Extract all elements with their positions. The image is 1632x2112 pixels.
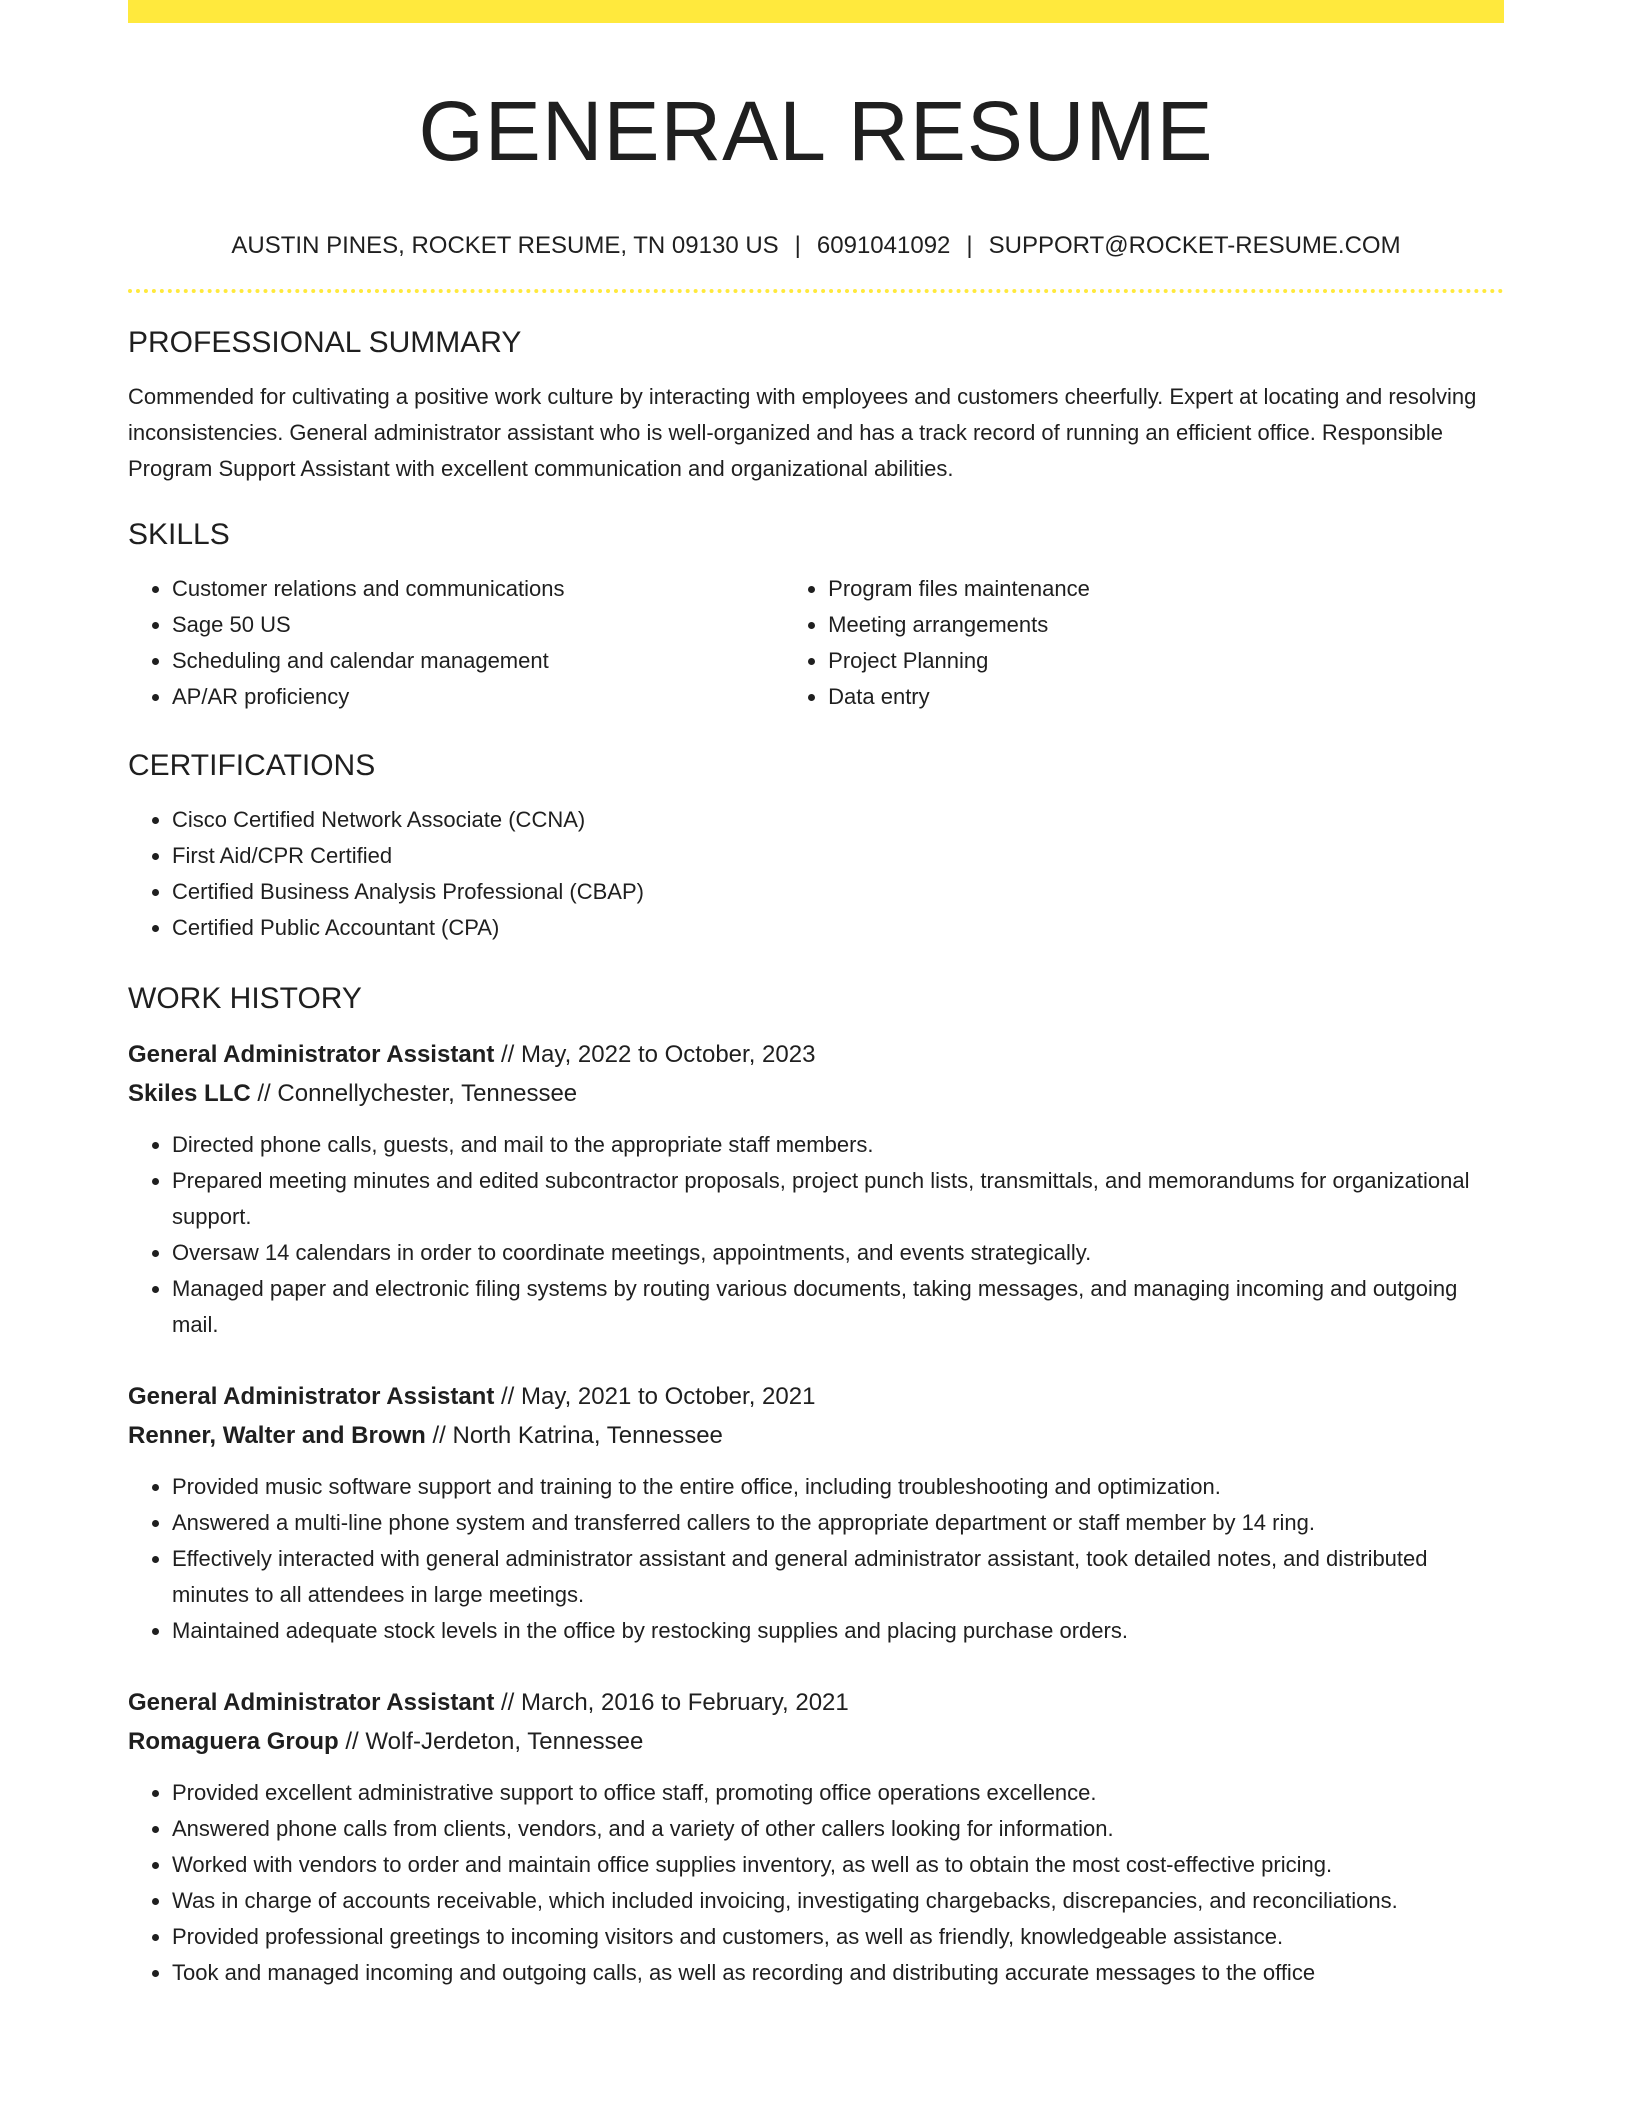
job-bullet: • Oversaw 14 calendars in order to coordinate meetings, appointments, and events strategically. <box>172 1235 1504 1271</box>
job-title-line <box>128 1035 1504 1074</box>
header-divider <box>128 289 1504 293</box>
contact-address: AUSTIN PINES, ROCKET RESUME, TN 09130 US <box>231 232 779 259</box>
top-accent-bar <box>128 0 1504 23</box>
skill-item: • Project Planning <box>828 643 1504 679</box>
job-dates: // March, 2016 to February, 2021 <box>501 1689 849 1716</box>
job-company: Romaguera Group <box>128 1728 339 1755</box>
job-role: General Administrator Assistant <box>128 1041 495 1068</box>
job-entry <box>128 1377 1504 1649</box>
jobs-list <box>128 1035 1504 1991</box>
job-company-line <box>128 1074 1504 1113</box>
certification-item: • Cisco Certified Network Associate (CCNA) <box>172 802 1504 838</box>
job-location: // Wolf-Jerdeton, Tennessee <box>345 1728 644 1755</box>
job-bullets <box>128 1469 1504 1649</box>
resume-page <box>128 0 1504 1991</box>
summary-text: Commended for cultivating a positive work culture by interacting with employees and customers cheerfully. Expert at locating and resolving inconsistencies. General administrator assistant who is well-organized and has a track record of running an efficient office. Responsible Program Support Assistant with excellent communication and organizational abilities. <box>128 384 1477 481</box>
job-entry <box>128 1035 1504 1343</box>
skill-item: • Scheduling and calendar management <box>172 643 784 679</box>
skills-list-left <box>128 571 784 715</box>
job-location: // North Katrina, Tennessee <box>432 1422 723 1449</box>
skill-item: • Data entry <box>828 679 1504 715</box>
job-bullet: • Answered a multi-line phone system and transferred callers to the appropriate department or staff member by 14 ring. <box>172 1505 1504 1541</box>
contact-separator: | <box>794 232 801 259</box>
section-heading-skills: SKILLS <box>128 518 230 551</box>
contact-separator: | <box>966 232 973 259</box>
job-bullet: • Directed phone calls, guests, and mail to the appropriate staff members. <box>172 1127 1504 1163</box>
job-company: Renner, Walter and Brown <box>128 1422 426 1449</box>
skill-item: • Sage 50 US <box>172 607 784 643</box>
job-bullet: • Managed paper and electronic filing systems by routing various documents, taking messages, and managing incoming and outgoing mail. <box>172 1271 1504 1343</box>
job-bullet: • Prepared meeting minutes and edited subcontractor proposals, project punch lists, transmittals, and memorandums for organizational support. <box>172 1163 1504 1235</box>
job-bullets <box>128 1127 1504 1343</box>
skills-section <box>128 517 1504 715</box>
section-heading-certifications: CERTIFICATIONS <box>128 749 376 782</box>
section-heading-summary: PROFESSIONAL SUMMARY <box>128 326 522 359</box>
work-history-section <box>128 981 1504 1991</box>
skills-list-right <box>784 571 1504 715</box>
skill-item: • Program files maintenance <box>828 571 1504 607</box>
professional-summary-section <box>128 325 1504 487</box>
job-bullet: • Answered phone calls from clients, vendors, and a variety of other callers looking for information. <box>172 1811 1504 1847</box>
job-company: Skiles LLC <box>128 1080 251 1107</box>
contact-line <box>128 231 1504 261</box>
job-dates: // May, 2022 to October, 2023 <box>501 1041 816 1068</box>
certifications-list <box>128 802 1504 946</box>
job-location: // Connellychester, Tennessee <box>257 1080 578 1107</box>
job-bullet: • Worked with vendors to order and maintain office supplies inventory, as well as to obtain the most cost-effective pricing. <box>172 1847 1504 1883</box>
skills-grid <box>128 571 1504 715</box>
job-bullet: • Was in charge of accounts receivable, which included invoicing, investigating chargebacks, discrepancies, and reconciliations. <box>172 1883 1504 1919</box>
job-dates: // May, 2021 to October, 2021 <box>501 1383 816 1410</box>
section-heading-work-history: WORK HISTORY <box>128 982 362 1015</box>
job-bullet: • Provided professional greetings to incoming visitors and customers, as well as friendly, knowledgeable assistance. <box>172 1919 1504 1955</box>
certification-item: • Certified Business Analysis Professional (CBAP) <box>172 874 1504 910</box>
contact-email: SUPPORT@ROCKET-RESUME.COM <box>988 232 1401 259</box>
job-bullet: • Took and managed incoming and outgoing calls, as well as recording and distributing accurate messages to the office <box>172 1955 1504 1991</box>
resume-title: GENERAL RESUME <box>418 84 1214 178</box>
job-bullet: • Provided music software support and training to the entire office, including troubleshooting and optimization. <box>172 1469 1504 1505</box>
job-role: General Administrator Assistant <box>128 1689 495 1716</box>
job-bullet: • Effectively interacted with general administrator assistant and general administrator assistant, took detailed notes, and distributed minutes to all attendees in large meetings. <box>172 1541 1504 1613</box>
job-bullets <box>128 1775 1504 1991</box>
job-role: General Administrator Assistant <box>128 1383 495 1410</box>
certification-item: • Certified Public Accountant (CPA) <box>172 910 1504 946</box>
certifications-section <box>128 748 1504 946</box>
job-title-line <box>128 1683 1504 1722</box>
skill-item: • Meeting arrangements <box>828 607 1504 643</box>
job-company-line <box>128 1722 1504 1761</box>
contact-phone: 6091041092 <box>816 232 951 259</box>
skill-item: • Customer relations and communications <box>172 571 784 607</box>
skill-item: • AP/AR proficiency <box>172 679 784 715</box>
job-entry <box>128 1683 1504 1991</box>
job-bullet: • Maintained adequate stock levels in the office by restocking supplies and placing purchase orders. <box>172 1613 1504 1649</box>
job-company-line <box>128 1416 1504 1455</box>
job-title-line <box>128 1377 1504 1416</box>
job-bullet: • Provided excellent administrative support to office staff, promoting office operations excellence. <box>172 1775 1504 1811</box>
certification-item: • First Aid/CPR Certified <box>172 838 1504 874</box>
